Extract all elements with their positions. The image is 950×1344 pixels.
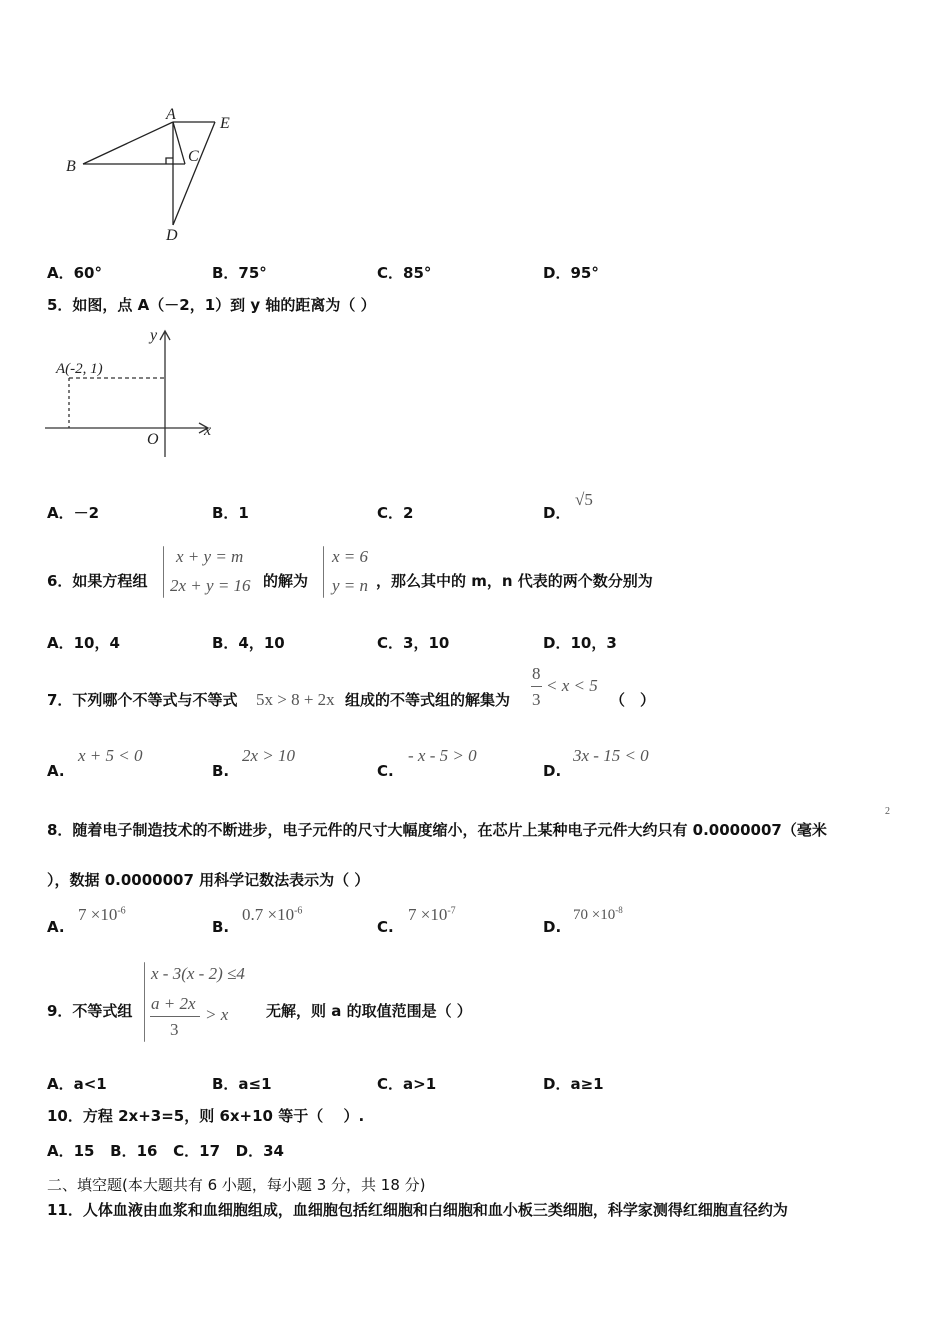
q9-brace — [144, 962, 145, 1042]
q5-option-d-math: √5 — [575, 490, 593, 509]
label-c: C — [188, 148, 199, 165]
q6-prefix: 6．如果方程组 — [47, 572, 148, 590]
q8-label-b[interactable]: B. — [212, 918, 230, 936]
q5-option-a[interactable]: A．－2 — [47, 504, 100, 522]
label-b: B — [66, 158, 76, 175]
q11-text: 11．人体血液由血浆和血细胞组成，血细胞包括红细胞和白细胞和血小板三类细胞，科学家测得红细胞直径约为 — [47, 1201, 788, 1219]
q8-label-d[interactable]: D. — [543, 918, 562, 936]
q7-label-c[interactable]: C. — [377, 762, 394, 780]
q6-option-b[interactable]: B．4，10 — [212, 634, 285, 652]
q4-option-a[interactable]: A．60° — [47, 264, 102, 282]
q7-paren: （ ） — [610, 691, 656, 709]
q8-b-base: 0.7 ×10 — [242, 905, 295, 924]
section-2-heading: 二、填空题(本大题共有 6 小题，每小题 3 分，共 18 分) — [47, 1176, 426, 1194]
q8-option-c[interactable] — [408, 905, 456, 925]
q7-option-c[interactable]: - x - 5 > 0 — [408, 746, 477, 765]
q7-option-b[interactable]: 2x > 10 — [242, 746, 296, 765]
q10-text: 10．方程 2x+3=5，则 6x+10 等于（ ）. — [47, 1107, 365, 1125]
q4-option-c[interactable]: C．85° — [377, 264, 432, 282]
label-e: E — [220, 115, 230, 132]
q8-label-a[interactable]: A. — [47, 918, 65, 936]
q8-option-a[interactable] — [78, 905, 126, 925]
point-a-label: A(-2, 1) — [56, 361, 103, 377]
q7-option-d[interactable]: 3x - 15 < 0 — [573, 746, 649, 765]
label-a: A — [166, 106, 176, 123]
q5-option-d[interactable]: D． — [543, 504, 571, 522]
q7-label-b[interactable]: B. — [212, 762, 230, 780]
y-axis-label: y — [150, 327, 158, 344]
triangle-figure — [60, 105, 250, 245]
q8-a-exp: -6 — [117, 905, 126, 917]
q8-b-exp: -6 — [294, 905, 303, 917]
q9-numerator: a + 2x — [151, 994, 196, 1013]
q6-brace-2 — [323, 546, 324, 598]
q8-c-exp: -7 — [447, 905, 456, 917]
q8-option-d[interactable] — [573, 905, 623, 924]
q5-text: 5．如图，点 A（－2，1）到 y 轴的距离为（ ） — [47, 296, 376, 314]
q10-options[interactable]: A．15 B．16 C．17 D．34 — [47, 1142, 284, 1160]
q7-option-a[interactable]: x + 5 < 0 — [78, 746, 143, 765]
origin-label: O — [147, 431, 159, 448]
q9-rhs: > x — [205, 1005, 229, 1024]
q4-option-b[interactable]: B．75° — [212, 264, 267, 282]
q9-option-a[interactable]: A．a<1 — [47, 1075, 107, 1093]
q7-mid: 组成的不等式组的解集为 — [345, 691, 511, 709]
q8-option-b[interactable] — [242, 905, 302, 925]
q5-option-b[interactable]: B．1 — [212, 504, 249, 522]
q9-option-c[interactable]: C．a>1 — [377, 1075, 437, 1093]
q8-line-2: ），数据 0.0000007 用科学记数法表示为（ ） — [47, 871, 370, 889]
q6-option-a[interactable]: A．10，4 — [47, 634, 120, 652]
q6-mid: 的解为 — [263, 572, 309, 590]
q8-superscript: 2 — [885, 806, 890, 817]
q7-frac-num: 8 — [532, 664, 541, 683]
q7-inequality: 5x > 8 + 2x — [256, 690, 335, 709]
q6-suffix: ，那么其中的 m，n 代表的两个数分别为 — [376, 572, 653, 590]
q6-option-d[interactable]: D．10，3 — [543, 634, 617, 652]
q9-prefix: 9．不等式组 — [47, 1002, 133, 1020]
q8-d-exp: -8 — [615, 905, 623, 915]
q7-label-a[interactable]: A. — [47, 762, 65, 780]
q8-c-base: 7 ×10 — [408, 905, 448, 924]
q9-option-d[interactable]: D．a≥1 — [543, 1075, 604, 1093]
x-axis-label: x — [204, 422, 212, 439]
q9-option-b[interactable]: B．a≤1 — [212, 1075, 272, 1093]
q8-d-base: 70 ×10 — [573, 907, 616, 923]
q8-line-1: 8．随着电子制造技术的不断进步，电子元件的尺寸大幅度缩小，在芯片上某种电子元件大约只有 0.0000007（毫米 — [47, 821, 827, 839]
q7-range: < x < 5 — [546, 676, 598, 695]
q8-label-c[interactable]: C. — [377, 918, 394, 936]
q6-sol-1: x = 6 — [332, 547, 369, 566]
q7-frac-den: 3 — [532, 690, 541, 709]
q7-frac-bar — [531, 686, 542, 687]
q6-option-c[interactable]: C．3，10 — [377, 634, 450, 652]
q4-option-d[interactable]: D．95° — [543, 264, 599, 282]
q6-brace-1 — [163, 546, 164, 598]
q7-prefix: 7．下列哪个不等式与不等式 — [47, 691, 238, 709]
q9-ineq-1: x - 3(x - 2) ≤4 — [151, 964, 245, 983]
label-d: D — [166, 227, 178, 244]
q7-label-d[interactable]: D. — [543, 762, 562, 780]
q6-sol-2: y = n — [332, 576, 369, 595]
q5-option-c[interactable]: C．2 — [377, 504, 414, 522]
q8-a-base: 7 ×10 — [78, 905, 118, 924]
q9-denominator: 3 — [170, 1020, 179, 1039]
q6-eq-2: 2x + y = 16 — [170, 576, 251, 595]
coordinate-figure — [42, 322, 222, 462]
q9-frac-bar — [150, 1016, 200, 1017]
q9-suffix: 无解，则 a 的取值范围是（ ） — [266, 1002, 472, 1020]
q6-eq-1: x + y = m — [176, 547, 244, 566]
